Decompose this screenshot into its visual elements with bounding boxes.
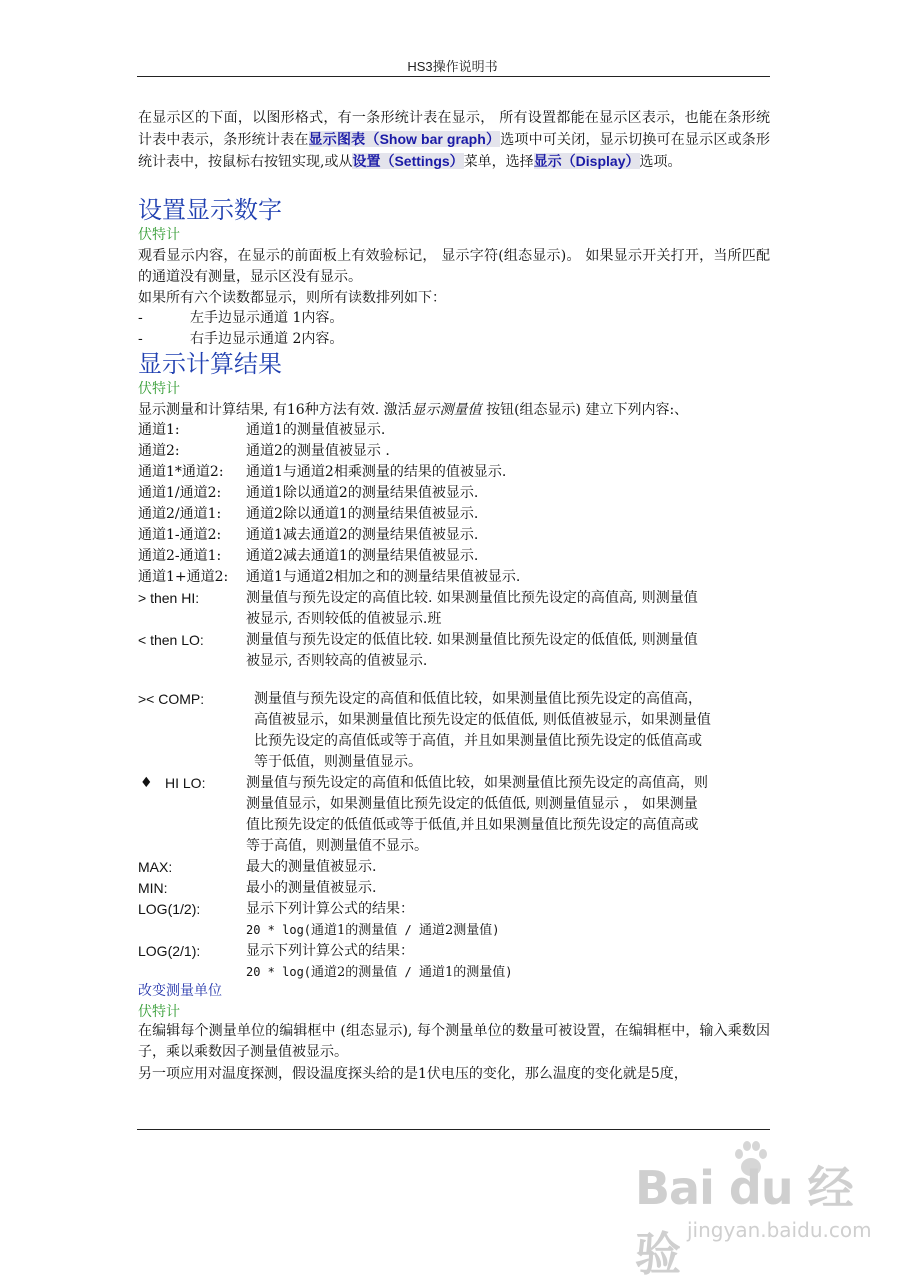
hilo-text-1: 测量值与预先设定的高值和低值比较，如果测量值比预先设定的高值高，则	[246, 775, 708, 791]
section-title-calc-results: 显示计算结果	[138, 350, 282, 378]
formula-part: )	[505, 965, 513, 979]
then-hi-text-2: 被显示, 否则较低的值被显示.班	[246, 611, 442, 627]
log12-formula	[246, 920, 500, 941]
hilo-text-2: 测量值显示，如果测量值比预先设定的低值低, 则测量值显示 ， 如果测量	[246, 796, 698, 812]
bullet-dash: -	[138, 331, 143, 347]
max-label: MAX:	[138, 859, 173, 875]
calc-row-label: 通道2/通道1:	[138, 506, 222, 522]
then-hi-row	[138, 588, 770, 630]
formula-part: 通道1的测量值	[311, 923, 398, 938]
hilo-text-4: 等于高值，则测量值不显示。	[246, 838, 428, 854]
footer-rule	[137, 1129, 770, 1130]
comp-label: >< COMP:	[138, 691, 205, 707]
intro-text-3: 菜单，选择	[463, 154, 534, 170]
calc-row-text: 通道1与通道2相乘测量的结果的值被显示.	[246, 464, 507, 480]
intro-paragraph	[138, 108, 770, 173]
intro-text-4: 选项。	[639, 154, 682, 170]
watermark-brand: Bai du 经验	[635, 1161, 853, 1281]
bullet-left-channel	[138, 308, 344, 328]
log12-row	[138, 899, 770, 941]
formula-part: 通道2的测量值	[311, 965, 398, 980]
formula-part: 通道1的测量值	[419, 965, 506, 980]
then-hi-label: > then HI:	[138, 590, 200, 606]
intro-text-2: 选项中可关闭，显示切换可在显示区或条形统计表中，按鼠标右按钮实现,或从	[138, 132, 771, 170]
baidu-jingyan-watermark	[635, 1140, 885, 1281]
calc-row-text: 通道2减去通道1的测量结果值被显示.	[246, 548, 479, 564]
section2-intro	[138, 400, 688, 420]
bullet-text: 左手边显示通道 1内容。	[190, 310, 344, 326]
section2-intro-text-2: 按钮(组态显示) 建立下列内容:、	[481, 402, 689, 418]
section2-intro-text: 显示测量和计算结果, 有16种方法有效. 激活	[138, 402, 412, 418]
comp-text-2: 高值被显示，如果测量值比预先设定的低值低, 则低值被显示，如果测量值	[254, 712, 711, 728]
then-lo-text-2: 被显示, 否则较高的值被显示.	[246, 653, 428, 669]
calc-row-label: 通道1-通道2:	[138, 527, 222, 543]
formula-part: 通道2测量值	[419, 923, 493, 938]
formula-part: 20 * log(	[246, 923, 312, 937]
log12-label: LOG(1/2):	[138, 901, 201, 917]
calc-row-text: 通道1的测量值被显示.	[246, 422, 386, 438]
section1-paragraph-1: 观看显示内容，在显示的前面板上有效验标记， 显示字符(组态显示)。 如果显示开关打开，当所匹配的通道没有测量，显示区没有显示。	[138, 248, 770, 285]
intro-text-1: 在显示区的下面，以图形格式，有一条形统计表在显示， 所有设置都能在显示区表示，也能在条形统计表中表示，条形统计表在	[138, 110, 770, 148]
log12-text: 显示下列计算公式的结果：	[246, 901, 414, 917]
section2-subtitle: 伏特计	[138, 381, 180, 397]
show-measurement-button-label: 显示测量值	[411, 402, 482, 418]
formula-part: /	[397, 923, 419, 937]
comp-text-4: 等于低值，则测量值显示。	[254, 754, 422, 770]
log21-text: 显示下列计算公式的结果：	[246, 943, 414, 959]
section-title-display-digits: 设置显示数字	[138, 196, 282, 224]
bullet-right-channel	[138, 329, 344, 349]
watermark-url: jingyan.baidu.com	[687, 1218, 872, 1242]
hilo-label: HI LO:	[165, 775, 206, 791]
max-text: 最大的测量值被显示.	[246, 859, 377, 875]
formula-part: )	[492, 923, 500, 937]
log21-row	[138, 941, 770, 983]
bullet-text: 右手边显示通道 2内容。	[190, 331, 344, 347]
comp-text-3: 比预先设定的高值低或等于高值，并且如果测量值比预先设定的低值高或	[254, 733, 702, 749]
comp-row	[138, 689, 770, 773]
min-text: 最小的测量值被显示.	[246, 880, 377, 896]
calc-row-label: 通道1*通道2:	[138, 464, 224, 480]
calc-row-label: 通道1/通道2:	[138, 485, 222, 501]
then-lo-text-1: 测量值与预先设定的低值比较. 如果测量值比预先设定的低值低, 则测量值	[246, 632, 698, 648]
header-rule	[137, 76, 770, 77]
calc-row-text: 通道1除以通道2的测量结果值被显示.	[246, 485, 479, 501]
calc-row-label: 通道1+通道2:	[138, 569, 229, 585]
bullet-dash: -	[138, 310, 143, 326]
section3-paragraph-1: 在编辑每个测量单位的编辑框中 (组态显示), 每个测量单位的数量可被设置，在编辑框中，输入乘数因子，乘以乘数因子测量值被显示。	[138, 1023, 770, 1060]
section1-subtitle: 伏特计	[138, 227, 180, 243]
calc-row-text: 通道2除以通道1的测量结果值被显示.	[246, 506, 479, 522]
show-bar-graph-link[interactable]: 显示图表（Show bar graph）	[308, 131, 501, 147]
diamond-bullet-icon: ♦	[140, 775, 153, 791]
hilo-row	[138, 773, 770, 857]
calc-row-text: 通道1减去通道2的测量结果值被显示.	[246, 527, 479, 543]
section-title-change-unit: 改变测量单位	[138, 983, 222, 999]
section1-paragraph-2: 如果所有六个读数都显示，则所有读数排列如下：	[138, 290, 446, 306]
calc-row-label: 通道1:	[138, 422, 180, 438]
comp-text-1: 测量值与预先设定的高值和低值比较，如果测量值比预先设定的高值高，	[254, 691, 702, 707]
then-hi-text-1: 测量值与预先设定的高值比较. 如果测量值比预先设定的高值高, 则测量值	[246, 590, 698, 606]
formula-part: 20 * log(	[246, 965, 312, 979]
formula-part: /	[397, 965, 419, 979]
calc-row-label: 通道2-通道1:	[138, 548, 222, 564]
hilo-text-3: 值比预先设定的低值低或等于低值,并且如果测量值比预先设定的高值高或	[246, 817, 699, 833]
display-link[interactable]: 显示（Display）	[533, 153, 640, 169]
log21-label: LOG(2/1):	[138, 943, 201, 959]
calc-row-text: 通道2的测量值被显示 .	[246, 443, 390, 459]
page-header-title: HS3操作说明书	[407, 59, 498, 74]
min-label: MIN:	[138, 880, 168, 896]
then-lo-row	[138, 630, 770, 672]
then-lo-label: < then LO:	[138, 632, 204, 648]
section3-subtitle: 伏特计	[138, 1004, 180, 1020]
calc-row-text: 通道1与通道2相加之和的测量结果值被显示.	[246, 569, 521, 585]
calc-row-label: 通道2:	[138, 443, 180, 459]
settings-link[interactable]: 设置（Settings）	[352, 153, 464, 169]
section3-paragraph-2: 另一项应用对温度探测，假设温度探头给的是1伏电压的变化，那么温度的变化就是5度，	[138, 1066, 688, 1082]
log21-formula	[246, 962, 513, 983]
